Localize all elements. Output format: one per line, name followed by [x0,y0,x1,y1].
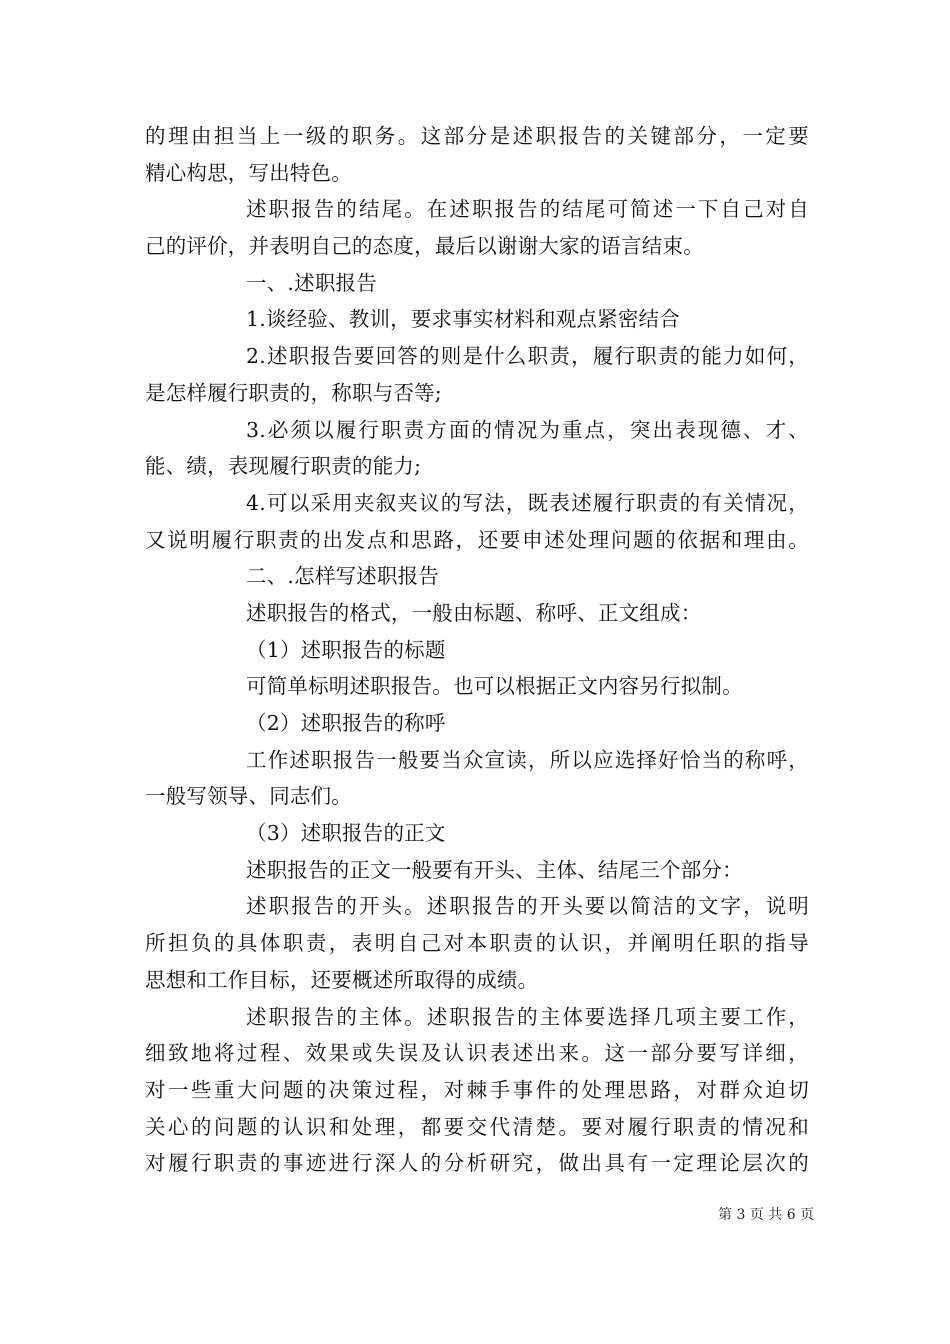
text-line: 可简单标明述职报告。也可以根据正文内容另行拟制。 [246,674,743,699]
document-body [145,118,809,1182]
text-line: 一般写领导、同志们。 [145,784,352,809]
text-line: 关心的问题的认识和处理，都要交代清楚。要对履行职责的情况和 [145,1114,809,1139]
section-heading: 一、.述职报告 [246,270,377,295]
text-line: 能、绩，表现履行职责的能力; [145,454,422,479]
text-line: 对履行职责的事迹进行深人的分析研究，做出具有一定理论层次的 [145,1151,809,1176]
text-line: 细致地将过程、效果或失误及认识表述出来。这一部分要写详细， [145,1041,809,1066]
text-line: 1.谈经验、教训，要求事实材料和观点紧密结合 [246,307,680,332]
text-line: 述职报告的主体。述职报告的主体要选择几项主要工作， [246,1004,809,1029]
text-line: 精心构思，写出特色。 [145,160,352,185]
text-line: 对一些重大问题的决策过程，对棘手事件的处理思路，对群众迫切 [145,1077,809,1102]
text-line: 是怎样履行职责的，称职与否等; [145,380,442,405]
text-line: 3.必须以履行职责方面的情况为重点，突出表现德、才、 [246,417,809,442]
text-line: 2.述职报告要回答的则是什么职责，履行职责的能力如何， [246,344,809,369]
text-line: 4.可以采用夹叙夹议的写法，既表述履行职责的有关情况， [246,490,809,515]
text-line: 述职报告的正文一般要有开头、主体、结尾三个部分： [246,857,743,882]
text-line: 工作述职报告一般要当众宣读，所以应选择好恰当的称呼， [246,747,809,772]
text-line: 己的评价，并表明自己的态度，最后以谢谢大家的语言结束。 [145,234,704,259]
text-line: 所担负的具体职责，表明自己对本职责的认识，并阐明任职的指导 [145,931,809,956]
text-line: 又说明履行职责的出发点和思路，还要申述处理问题的依据和理由。 [145,527,809,552]
section-heading: 二、.怎样写述职报告 [246,564,440,589]
page-number-footer: 第 3 页 共 6 页 [718,1207,815,1223]
text-line: 的理由担当上一级的职务。这部分是述职报告的关键部分，一定要 [145,124,809,148]
text-line: 述职报告的格式，一般由标题、称呼、正文组成： [246,600,702,625]
text-line: 思想和工作目标，还要概述所取得的成绩。 [145,967,539,992]
subsection-heading: （1）述职报告的标题 [246,637,446,662]
text-line: 述职报告的结尾。在述职报告的结尾可简述一下自己对自 [246,197,809,222]
subsection-heading: （2）述职报告的称呼 [246,711,446,735]
subsection-heading: （3）述职报告的正文 [246,821,446,846]
text-line: 述职报告的开头。述职报告的开头要以简洁的文字，说明 [246,894,809,919]
